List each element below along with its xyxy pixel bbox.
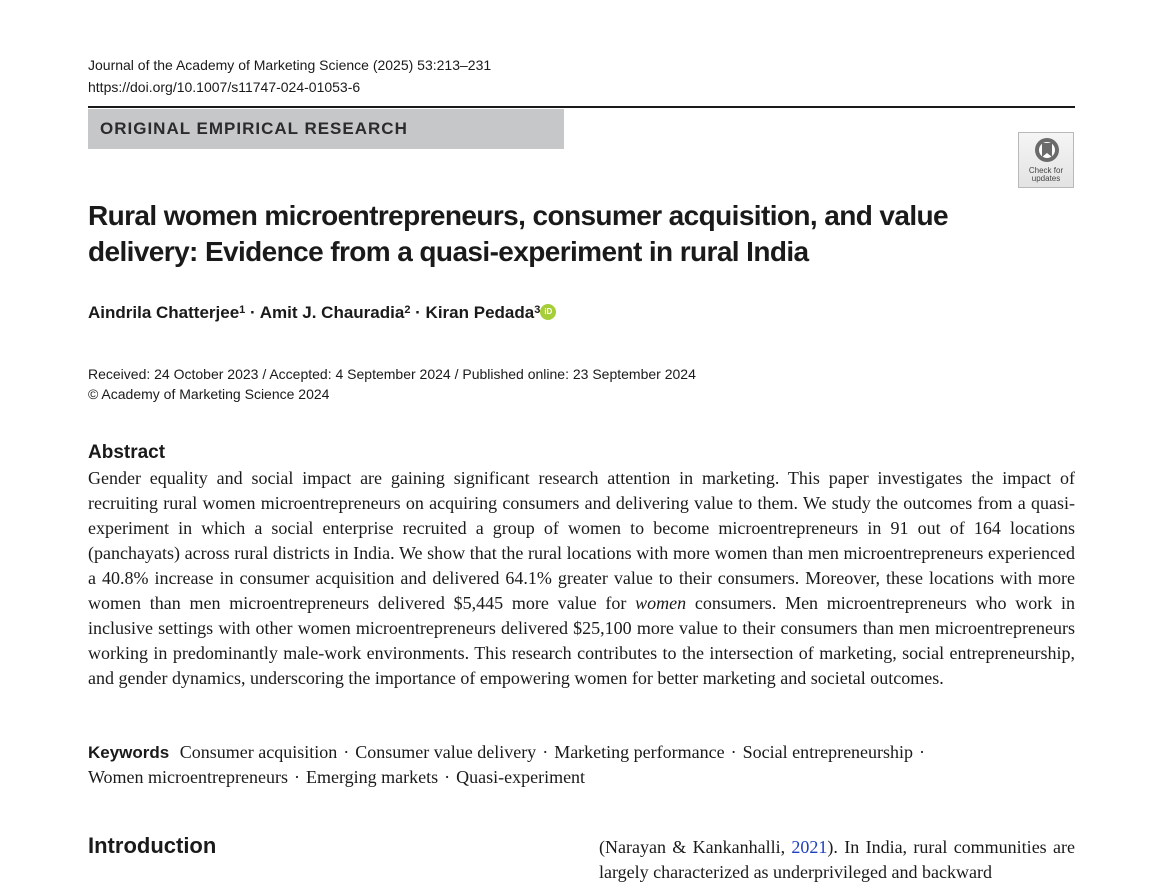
keyword-item: Social entrepreneurship [742,742,914,762]
keyword-separator: · [444,767,451,787]
keyword-item: Quasi-experiment [456,767,586,787]
check-for-label: Check for [1028,166,1064,175]
keyword-item: Emerging markets [305,767,439,787]
author-list [88,300,556,326]
author-name[interactable]: Aindrila Chatterjee [88,303,240,322]
journal-citation: Journal of the Academy of Marketing Science (2025) 53:213–231 [88,57,492,73]
orcid-icon[interactable]: iD [540,304,556,320]
history-dates: Received: 24 October 2023 / Accepted: 4 September 2024 / Published online: 23 September 2024 [88,366,696,382]
intro-text-start: (Narayan & Kankanhalli, [599,837,792,857]
doi-link[interactable]: https://doi.org/10.1007/s11747-024-01053-6 [88,79,361,95]
affiliation-marker[interactable]: 3 [534,304,541,316]
abstract-part-2: consumers. Men microentrepreneurs who work in inclusive settings with other women microentrepreneurs delivered $25,100 more value to their consumers than men microentrepreneurs working in predominantly male-work environments. This research contributes to the intersection of marketing, social entrepreneurship, and gender dynamics, underscoring the importance of empowering women for better marketing and societal outcomes. [88,593,1075,688]
abstract-part-1: Gender equality and social impact are gaining significant research attention in marketing. This paper investigates the impact of recruiting rural women microentrepreneurs on acquiring consumers and delivering value to them. We study the outcomes from a quasi-experiment in which a social enterprise recruited a group of women to become microentrepreneurs in 91 out of 164 locations (panchayats) across rural districts in India. We show that the rural locations with more women than men microentrepreneurs experienced a 40.8% increase in consumer acquisition and delivered 64.1% greater value to their consumers. Moreover, these locations with more women than men microentrepreneurs delivered $5,445 more value for [88,468,1075,613]
intro-text-continued: ). In India, rural communities are largely characterized as underprivileged and backward [599,837,1075,882]
author-separator: · [410,303,426,322]
affiliation-marker[interactable]: 2 [404,304,411,316]
keyword-separator: · [343,742,350,762]
abstract-heading: Abstract [88,442,166,463]
article-category-banner: ORIGINAL EMPIRICAL RESEARCH [88,109,564,149]
intro-right-column-text [599,835,1075,885]
keyword-separator: · [730,742,737,762]
keyword-item: Marketing performance [554,742,725,762]
copyright-line: © Academy of Marketing Science 2024 [88,386,330,402]
introduction-heading: Introduction [88,833,217,858]
keyword-item: Consumer value delivery [355,742,537,762]
affiliation-marker[interactable]: 1 [239,304,246,316]
keyword-separator: · [919,742,926,762]
journal-info [88,54,491,98]
title-line-1: Rural women microentrepreneurs, consumer acquisition, and value [88,200,948,231]
keyword-separator: · [542,742,549,762]
article-title [88,198,1088,270]
author-name[interactable]: Amit J. Chauradia [259,303,405,322]
title-line-2: delivery: Evidence from a quasi-experiment in rural India [88,236,809,267]
keyword-item: Consumer acquisition [179,742,338,762]
keywords-block [88,740,1075,790]
updates-label: updates [1031,174,1061,183]
publication-dates [88,364,696,404]
citation-link[interactable]: 2021 [791,837,828,857]
author-name[interactable]: Kiran Pedada [425,303,535,322]
check-for-updates-badge[interactable] [1018,132,1074,188]
keywords-heading: Keywords [88,743,170,762]
keyword-item: Women microentrepreneurs [88,767,288,787]
keyword-separator: · [293,767,300,787]
abstract-emphasis: women [635,593,687,613]
abstract-text [88,466,1075,691]
header-rule [88,106,1075,108]
author-separator: · [245,303,260,322]
bookmark-ribbon-icon [1033,137,1061,167]
